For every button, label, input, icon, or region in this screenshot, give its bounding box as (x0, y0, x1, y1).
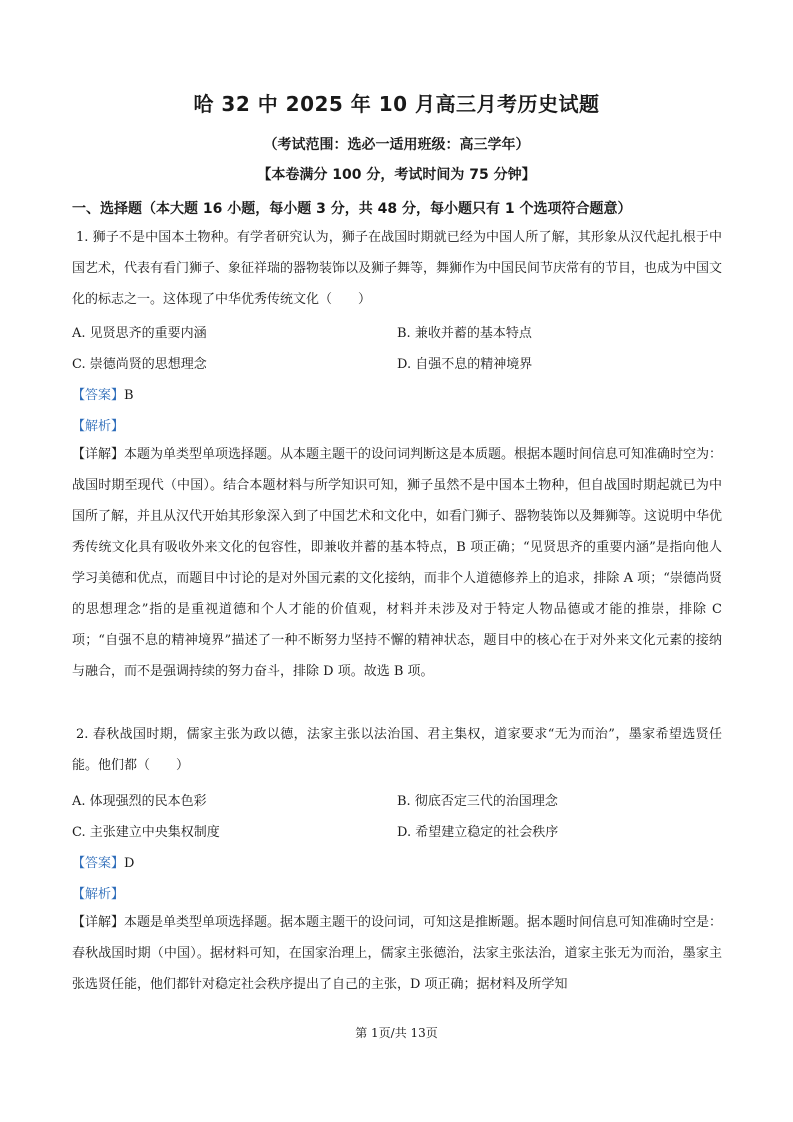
exam-score-time: 【本卷满分 100 分，考试时间为 75 分钟】 (257, 167, 536, 183)
question-2-stem: 2. 春秋战国时期，儒家主张为政以德，法家主张以法治国、君主集权，道家要求“无为而治”，墨家希望选贤任能。他们都（ ） (72, 727, 722, 773)
question-1-answer (72, 384, 134, 403)
question-2-answer (72, 852, 134, 871)
page-title: 哈 32 中 2025 年 10 月高三月考历史试题 (193, 92, 600, 116)
question-2-analysis-label: 【解析】 (72, 887, 125, 902)
question-2-option-c: C. 主张建立中央集权制度 (72, 825, 220, 840)
page-footer: 第 1页/共 13页 (355, 1026, 438, 1040)
answer-value: D (124, 856, 135, 871)
exam-scope: （考试范围：选必一适用班级：高三学年） (263, 137, 530, 153)
question-1-stem: 1. 狮子不是中国本土物种。有学者研究认为，狮子在战国时期就已经为中国人所了解，其形象从汉代起扎根于中国艺术，代表有看门狮子、象征祥瑞的器物装饰以及狮子舞等，舞狮作为中国民间节庆常有的节目，也成为中国文化的标志之一。这体现了中华优秀传统文化（ ） (72, 230, 723, 307)
answer-label: 【答案】 (72, 388, 125, 403)
section-heading: 一、选择题（本大题 16 小题，每小题 3 分，共 48 分，每小题只有 1 个选项符合题意） (72, 201, 632, 217)
question-1-option-d: D. 自强不息的精神境界 (397, 357, 533, 372)
question-2-option-d: D. 希望建立稳定的社会秩序 (397, 825, 559, 840)
question-2-option-a: A. 体现强烈的民本色彩 (72, 794, 207, 809)
question-1-option-b: B. 兼收并蓄的基本特点 (397, 326, 532, 341)
question-1-option-c: C. 崇德尚贤的思想理念 (72, 357, 207, 372)
question-1-detail: 【详解】本题为单类型单项选择题。从本题主题干的设问词判断这是本质题。根据本题时间信息可知准确时空为：战国时期至现代（中国）。结合本题材料与所学知识可知，狮子虽然不是中国本土物种，但自战国时期起就已为中国所了解，并且从汉代开始其形象深入到了中国艺术和文化中，如看门狮子、器物装饰以及舞狮等。这说明中华优秀传统文化具有吸收外来文化的包容性，即兼收并蓄的基本特点，B 项正确；“见贤思齐的重要内涵”是指向他人学习美德和优点，而题目中讨论的是对外国元素的文化接纳，而非个人道德修养上的追求，排除 A 项；“崇德尚贤的思想理念”指的是重视道德和个人才能的价值观，材料并未涉及对于特定人物品德或才能的推崇，排除 C 项；“自强不息的精神境界”描述了一种不断努力坚持不懈的精神状态，题目中的核心在于对外来文化元素的接纳与融合，而不是强调持续的努力奋斗，排除 D 项。故选 B 项。 (72, 447, 723, 679)
answer-label: 【答案】 (72, 856, 125, 871)
question-2-detail: 【详解】本题是单类型单项选择题。据本题主题干的设问词，可知这是推断题。据本题时间信息可知准确时空是：春秋战国时期（中国）。据材料可知，在国家治理上，儒家主张德治，法家主张法治，道家主张无为而治，墨家主张选贤任能，他们都针对稳定社会秩序提出了自己的主张，D 项正确；据材料及所学知 (72, 915, 723, 992)
question-1-analysis-label: 【解析】 (72, 419, 125, 434)
answer-value: B (124, 388, 134, 403)
question-1-option-a: A. 见贤思齐的重要内涵 (72, 326, 207, 341)
question-2-option-b: B. 彻底否定三代的治国理念 (397, 794, 558, 809)
